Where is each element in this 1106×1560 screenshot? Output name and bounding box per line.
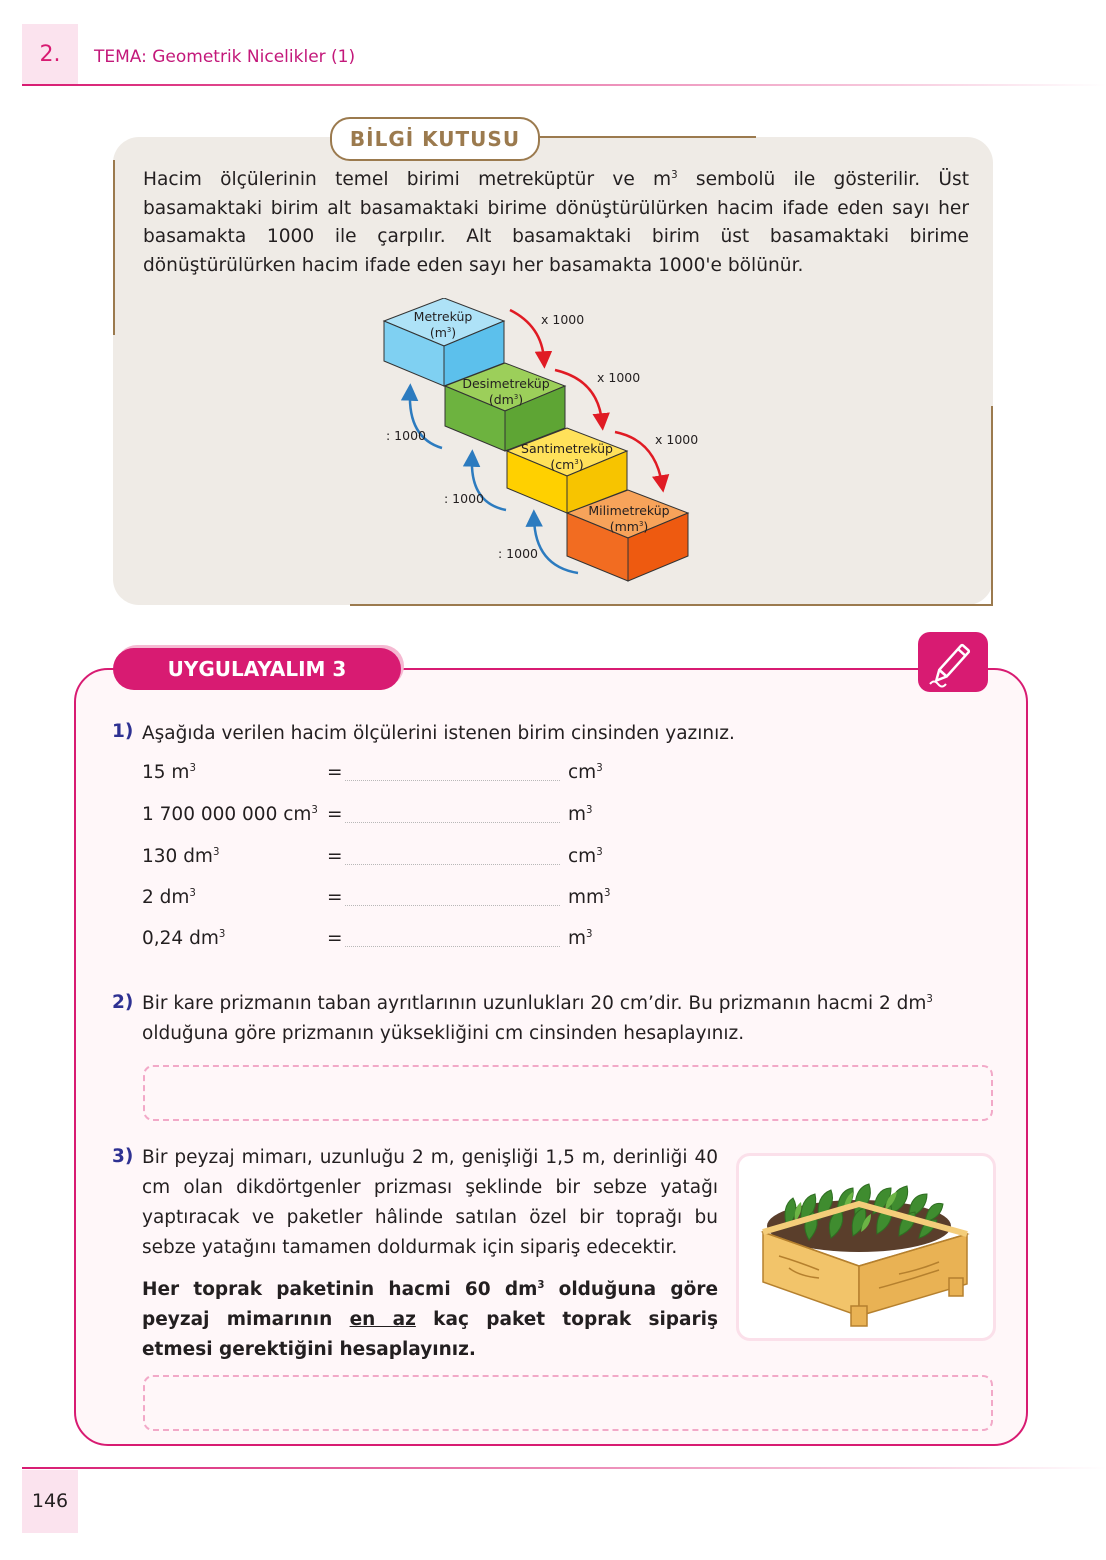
info-box-border-bottom xyxy=(350,604,992,606)
q1-row-2-unit: $m^3$ xyxy=(568,804,593,825)
divide-label-1: : 1000 xyxy=(386,428,426,443)
header-divider xyxy=(22,84,1106,86)
q1-row-5-equals: = xyxy=(327,928,343,949)
step-label-cubic-centimeter: Santimetreküp $(cm^3)$ xyxy=(521,441,613,472)
q1-row-5-given: 0,24 $dm^3$ xyxy=(142,928,226,949)
q1-row-5-unit: $m^3$ xyxy=(568,928,593,949)
step-label-cubic-meter: Metreküp $(m^3)$ xyxy=(413,309,473,340)
question-3-task: Her toprak paketinin hacmi 60 $dm^3$ olduğuna göre peyzaj mimarının en az kaç paket toprak sipariş etmesi gerektiğini hesaplayınız. xyxy=(142,1279,718,1360)
q1-row-3-answer-line[interactable] xyxy=(345,864,560,865)
info-box-border-right xyxy=(991,406,993,606)
q1-row-4-unit: $mm^3$ xyxy=(568,887,611,908)
divide-label-3: : 1000 xyxy=(498,546,538,561)
question-1-number: 1) xyxy=(112,721,134,742)
pencil-icon xyxy=(918,632,988,692)
question-3-answer-box[interactable] xyxy=(143,1375,993,1431)
theme-title: TEMA: Geometrik Nicelikler (1) xyxy=(94,47,356,67)
q1-row-2-given: 1 700 000 000 $cm^3$ xyxy=(142,804,318,825)
question-2-number: 2) xyxy=(112,992,134,1013)
q1-row-1-equals: = xyxy=(327,762,343,783)
q1-row-1-answer-line[interactable] xyxy=(345,780,560,781)
question-2-text: Bir kare prizmanın taban ayrıtlarının uzunlukları 20 cm’dir. Bu prizmanın hacmi 2 $dm^3$ olduğuna göre prizmanın yüksekliğini cm cinsinden hesaplayınız. xyxy=(142,993,933,1044)
q1-row-3-unit: $cm^3$ xyxy=(568,846,603,867)
multiply-arrow-1 xyxy=(510,310,544,360)
question-2-answer-box[interactable] xyxy=(143,1065,993,1121)
question-1-text: Aşağıda verilen hacim ölçülerini istenen birim cinsinden yazınız. xyxy=(142,723,735,744)
step-label-cubic-decimeter: Desimetreküp $(dm^3)$ xyxy=(462,376,550,407)
multiply-label-2: x 1000 xyxy=(597,370,641,385)
page-number: 146 xyxy=(31,1490,69,1512)
q1-row-4-answer-line[interactable] xyxy=(345,905,560,906)
question-3-text: Bir peyzaj mimarı, uzunluğu 2 m, genişliği 1,5 m, derinliği 40 cm olan dikdörtgenler prizması şeklinde bir sebze yatağı yaptıracak ve paketler hâlinde satılan özel bir toprağı bu sebze yatağını tamamen doldurmak için sipariş edecektir. xyxy=(142,1147,718,1258)
plant-leaves-icon xyxy=(767,1184,951,1252)
step-label-cubic-millimeter: Milimetreküp $(mm^3)$ xyxy=(588,503,670,534)
q1-row-4-equals: = xyxy=(327,887,343,908)
practice-title: UYGULAYALIM 3 xyxy=(113,648,401,690)
info-box-border-left xyxy=(113,160,115,335)
multiply-label-3: x 1000 xyxy=(655,432,699,447)
q1-row-5-answer-line[interactable] xyxy=(345,946,560,947)
q1-row-2-equals: = xyxy=(327,804,343,825)
q1-row-4-given: 2 $dm^3$ xyxy=(142,887,196,908)
unit-number: 2. xyxy=(39,42,61,67)
multiply-label-1: x 1000 xyxy=(541,312,585,327)
q1-row-3-given: 130 $dm^3$ xyxy=(142,846,220,867)
info-box-text: Hacim ölçülerinin temel birimi metreküptür ve $m^3$ sembolü ile gösterilir. Üst basamaktaki birim alt basamaktaki birime dönüştürülürken hacim ifade eden sayı her basamakta 1000 ile çarpılır. Alt basamaktaki birim üst basamaktaki birime dönüştürülürken hacim ifade eden sayı her basamakta 1000'e bölünür. xyxy=(143,169,969,277)
q1-row-2-answer-line[interactable] xyxy=(345,822,560,823)
footer-divider xyxy=(22,1467,1106,1469)
info-box-border-top xyxy=(536,136,756,138)
q1-row-3-equals: = xyxy=(327,846,343,867)
q1-row-1-unit: $cm^3$ xyxy=(568,762,603,783)
vegetable-bed-image xyxy=(736,1153,996,1341)
divide-label-2: : 1000 xyxy=(444,491,484,506)
info-box-title: BİLGİ KUTUSU xyxy=(330,117,540,161)
question-3-number: 3) xyxy=(112,1146,134,1167)
q1-row-1-given: 15 $m^3$ xyxy=(142,762,196,783)
